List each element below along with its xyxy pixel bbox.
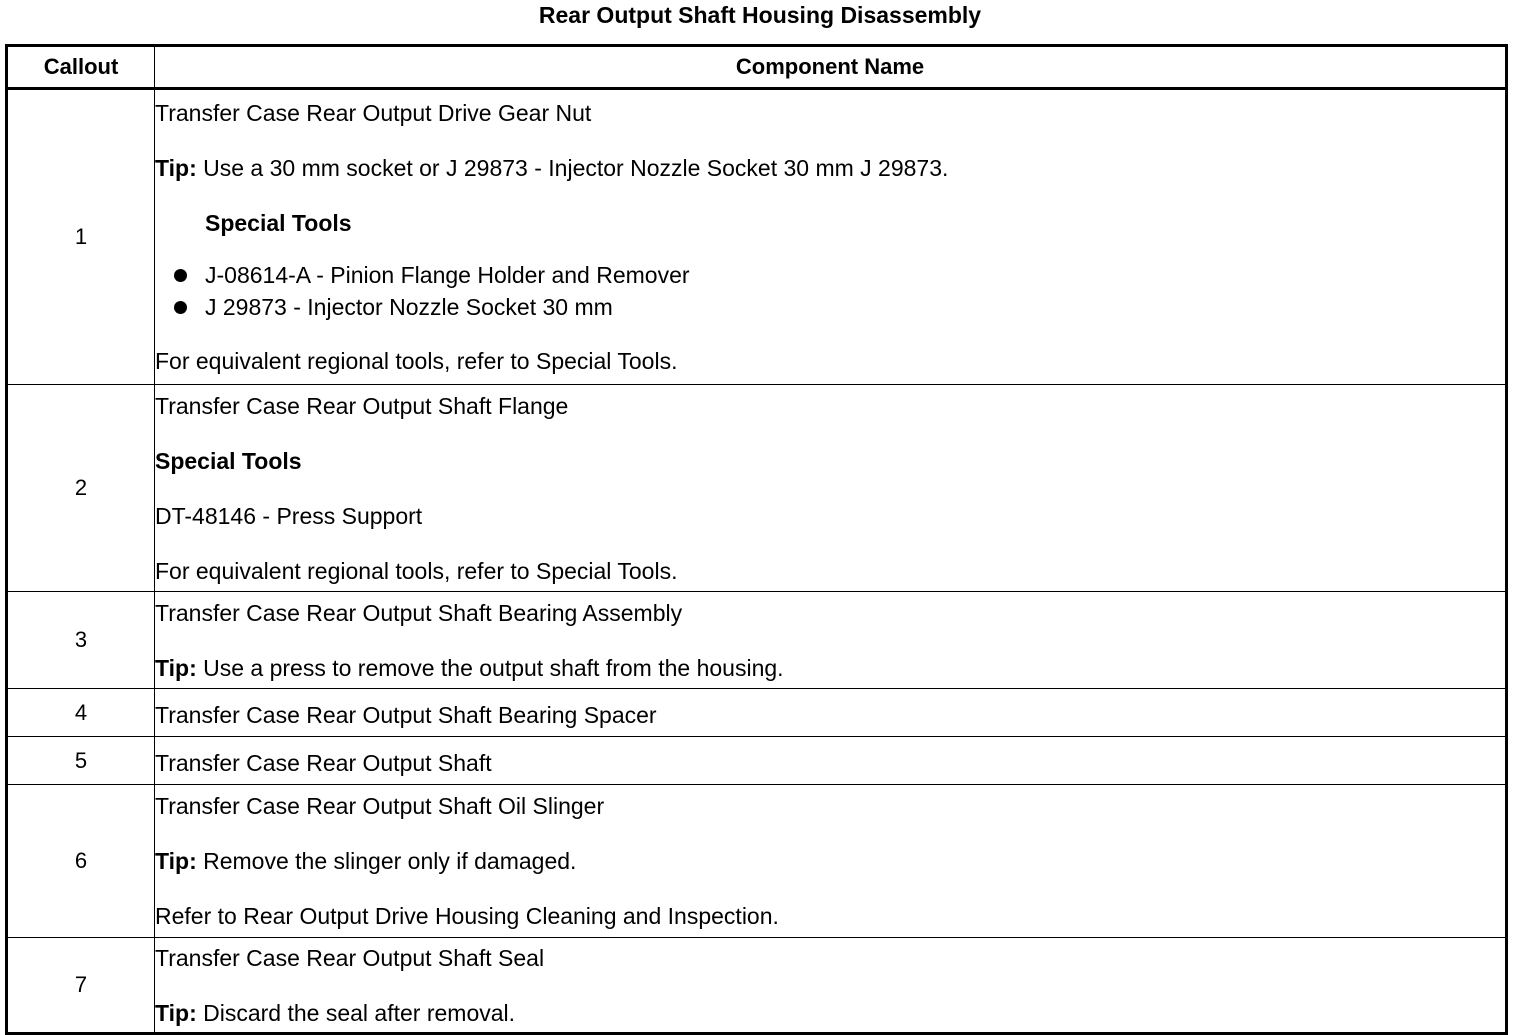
- table-header-row: [7, 46, 1507, 89]
- component-name: Transfer Case Rear Output Shaft Bearing Spacer: [155, 702, 657, 728]
- component-cell: [155, 385, 1507, 592]
- tool-name: J-08614-A - Pinion Flange Holder and Remover: [205, 262, 690, 288]
- tip-text: [155, 154, 1505, 182]
- tip-label: Tip:: [155, 999, 197, 1026]
- tip-body: Use a press to remove the output shaft from the housing.: [203, 654, 784, 681]
- callout-number: 1: [7, 89, 155, 385]
- component-column-header: Component Name: [155, 46, 1507, 89]
- reference-note: Refer to Rear Output Drive Housing Cleaning and Inspection.: [155, 903, 779, 929]
- callout-number: 4: [7, 689, 155, 737]
- special-tools-heading: Special Tools: [205, 210, 352, 236]
- component-name: Transfer Case Rear Output Shaft Oil Slinger: [155, 793, 605, 819]
- regional-tools-note: For equivalent regional tools, refer to Special Tools.: [155, 557, 678, 584]
- component-cell: [155, 689, 1507, 737]
- table-row: [7, 785, 1507, 938]
- bullet-icon: [174, 301, 187, 314]
- component-cell: [155, 592, 1507, 689]
- page-title: Rear Output Shaft Housing Disassembly: [538, 2, 982, 28]
- component-cell: [155, 785, 1507, 938]
- components-table: [5, 44, 1508, 1035]
- table-row: [7, 592, 1507, 689]
- tip-body: Remove the slinger only if damaged.: [203, 848, 577, 874]
- component-name: Transfer Case Rear Output Drive Gear Nut: [155, 100, 592, 126]
- tip-body: Use a 30 mm socket or J 29873 - Injector Nozzle Socket 30 mm J 29873.: [203, 155, 949, 181]
- tool-name: DT-48146 - Press Support: [155, 502, 423, 529]
- component-cell: [155, 89, 1507, 385]
- callout-number: 6: [7, 785, 155, 938]
- tip-text: [155, 654, 1505, 682]
- component-name: Transfer Case Rear Output Shaft Seal: [155, 944, 545, 971]
- callout-number: 2: [7, 385, 155, 592]
- callout-column-header: Callout: [7, 46, 155, 89]
- tip-label: Tip:: [155, 155, 197, 181]
- component-cell: [155, 737, 1507, 785]
- table-row: [7, 89, 1507, 385]
- tool-name: J 29873 - Injector Nozzle Socket 30 mm: [205, 294, 613, 320]
- bullet-icon: [174, 269, 187, 282]
- component-cell: [155, 938, 1507, 1034]
- table-row: [7, 938, 1507, 1034]
- tip-text: [155, 999, 1505, 1027]
- special-tools-heading: Special Tools: [155, 447, 302, 474]
- callout-number: 5: [7, 737, 155, 785]
- component-name: Transfer Case Rear Output Shaft Bearing Assembly: [155, 599, 683, 626]
- component-name: Transfer Case Rear Output Shaft: [155, 750, 492, 776]
- tip-text: [155, 847, 1505, 875]
- callout-number: 7: [7, 938, 155, 1034]
- tip-label: Tip:: [155, 848, 197, 874]
- regional-tools-note: For equivalent regional tools, refer to Special Tools.: [155, 348, 678, 374]
- tip-body: Discard the seal after removal.: [203, 999, 516, 1026]
- tip-label: Tip:: [155, 654, 197, 681]
- table-row: [7, 689, 1507, 737]
- component-name: Transfer Case Rear Output Shaft Flange: [155, 392, 569, 419]
- list-item: [155, 259, 1505, 291]
- table-row: [7, 385, 1507, 592]
- table-row: [7, 737, 1507, 785]
- list-item: [155, 291, 1505, 323]
- callout-number: 3: [7, 592, 155, 689]
